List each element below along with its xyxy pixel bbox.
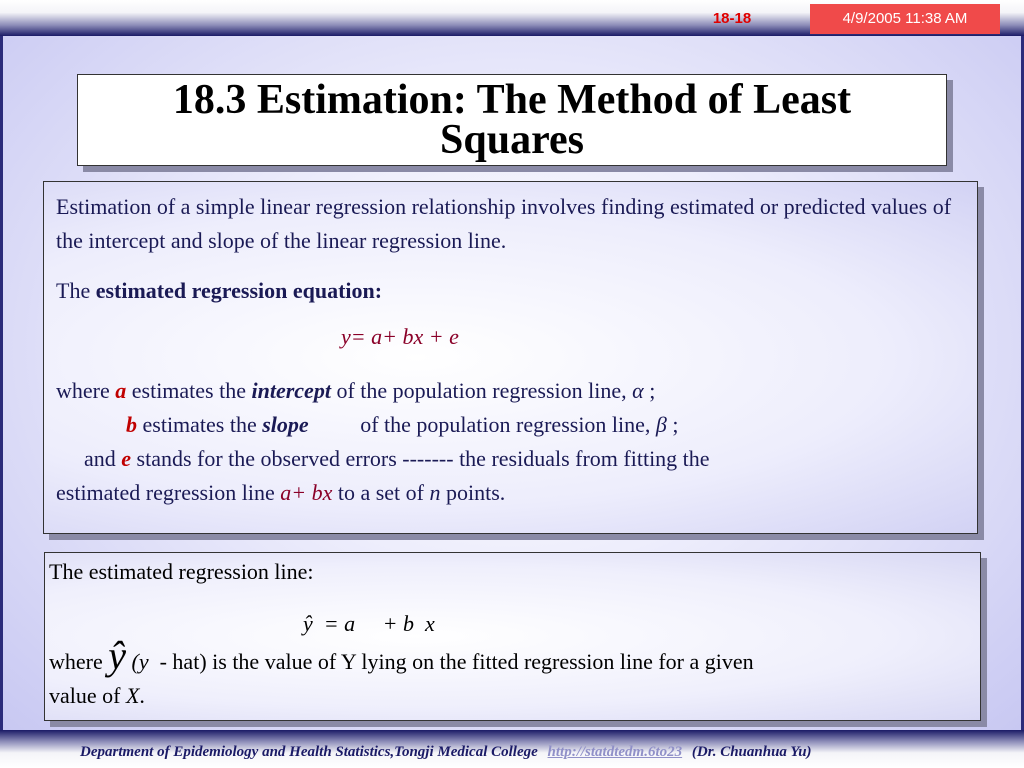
slide-number: 18-18	[712, 10, 752, 27]
estimates-the: estimates the	[126, 378, 252, 403]
alpha-symbol: α	[632, 378, 644, 403]
big-y-hat-symbol: ŷ	[108, 633, 127, 678]
n-symbol: n	[429, 480, 441, 505]
slope-word: slope	[262, 412, 309, 437]
y-hat-description-text: - hat) is the value of Y lying on the fitted regression line for a given	[159, 649, 754, 674]
slide-title	[77, 74, 947, 166]
y-hat-description	[49, 633, 976, 679]
where-word: where	[56, 378, 116, 403]
content-box-estimation	[43, 181, 978, 534]
eq-intro-bold: estimated regression equation:	[95, 278, 383, 303]
y-hat-paren: (y	[131, 649, 149, 674]
value-of-x	[49, 679, 976, 713]
estimates-the-b: estimates the	[137, 412, 263, 437]
intro-paragraph: Estimation of a simple linear regression relationship involves finding estimated or predicted values of the intercept and slope of the linear regression line.	[56, 194, 952, 253]
footer-author: (Dr. Chuanhua Yu)	[691, 744, 812, 760]
where-a-line	[56, 374, 965, 408]
footer-department: Department of Epidemiology and Health Statistics,Tongji Medical College	[80, 744, 538, 760]
semicolon: ;	[643, 378, 656, 403]
footer-link[interactable]: http://statdtedm.6to23	[547, 744, 683, 760]
fitted-line-sentence	[56, 476, 965, 510]
last-line-prefix: estimated regression line	[56, 480, 281, 505]
equation-text: y= a+ bx + e	[341, 324, 459, 349]
content-box-regression-line	[44, 552, 981, 721]
date-time-stamp: 4/9/2005 11:38 AM	[810, 4, 1000, 34]
regression-equation	[56, 320, 965, 354]
and-word: and	[84, 446, 122, 471]
a-plus-bx: a+ bx	[280, 480, 333, 505]
fitted-equation-rhs: = a + b x	[323, 611, 435, 636]
line-of-population-b: of the population regression line,	[354, 412, 656, 437]
residuals-text: stands for the observed errors ------- the residuals from fitting the	[131, 446, 710, 471]
x-symbol: X	[125, 683, 140, 708]
points-word: points.	[440, 480, 506, 505]
semicolon-b: ;	[666, 412, 679, 437]
period: .	[139, 683, 145, 708]
equation-intro	[56, 274, 965, 308]
title-line-1: 18.3 Estimation: The Method of Least	[172, 77, 852, 123]
value-of-word: value of	[49, 683, 126, 708]
and-e-line	[56, 442, 965, 476]
line-of-population: of the population regression line,	[330, 378, 633, 403]
footer	[80, 744, 1000, 761]
b-symbol: b	[126, 412, 137, 437]
beta-symbol: β	[655, 412, 667, 437]
where-word-2: where	[49, 649, 103, 674]
intercept-word: intercept	[251, 378, 331, 403]
to-set-of: to a set of	[332, 480, 430, 505]
title-line-2: Squares	[440, 117, 584, 163]
eq-intro-prefix: The	[56, 278, 96, 303]
where-b-line	[56, 408, 965, 442]
e-symbol: e	[121, 446, 132, 471]
fitted-equation	[49, 607, 976, 641]
regression-line-heading: The estimated regression line:	[49, 559, 314, 584]
a-symbol: a	[115, 378, 127, 403]
y-hat-symbol: ŷ	[303, 611, 313, 636]
